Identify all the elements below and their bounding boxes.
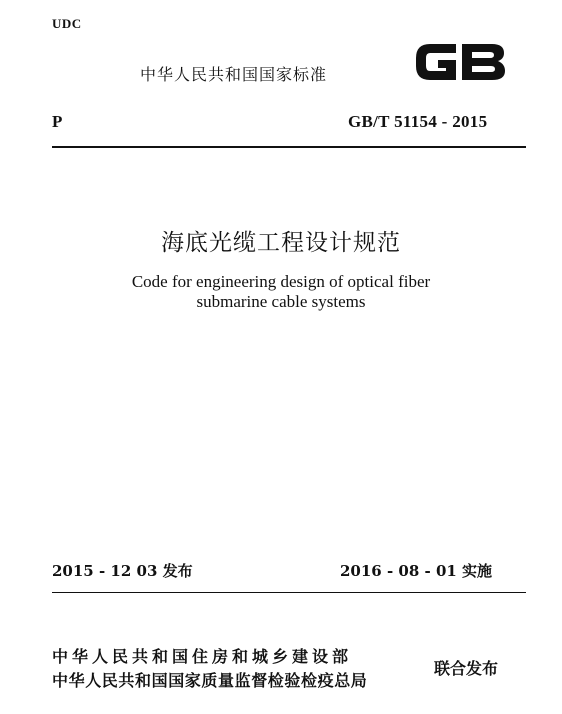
implementation-date: 2016 - 08 - 01 实施 [340,562,493,580]
issue-date: 2015 - 12 03 发布 [52,562,193,580]
gb-logo-icon [412,38,508,86]
issuer-aqsiq: 中华人民共和国国家质量监督检验检疫总局 [52,671,368,690]
classification-code: P [52,112,63,131]
title-english [0,272,562,312]
joint-issue-label: 联合发布 [434,659,499,678]
national-standard-label: 中华人民共和国国家标准 [140,65,328,84]
title-english-line1: Code for engineering design of optical fiber [131,272,431,291]
standard-number: GB/T 51154 - 2015 [348,112,488,131]
title-english-line2: submarine cable systems [196,292,366,311]
footer-divider [52,592,526,593]
issuer-ministry: 中华人民共和国住房和城乡建设部 [52,647,353,666]
header-divider [52,146,526,148]
udc-label: UDC [52,16,82,31]
title-chinese: 海底光缆工程设计规范 [161,230,401,256]
